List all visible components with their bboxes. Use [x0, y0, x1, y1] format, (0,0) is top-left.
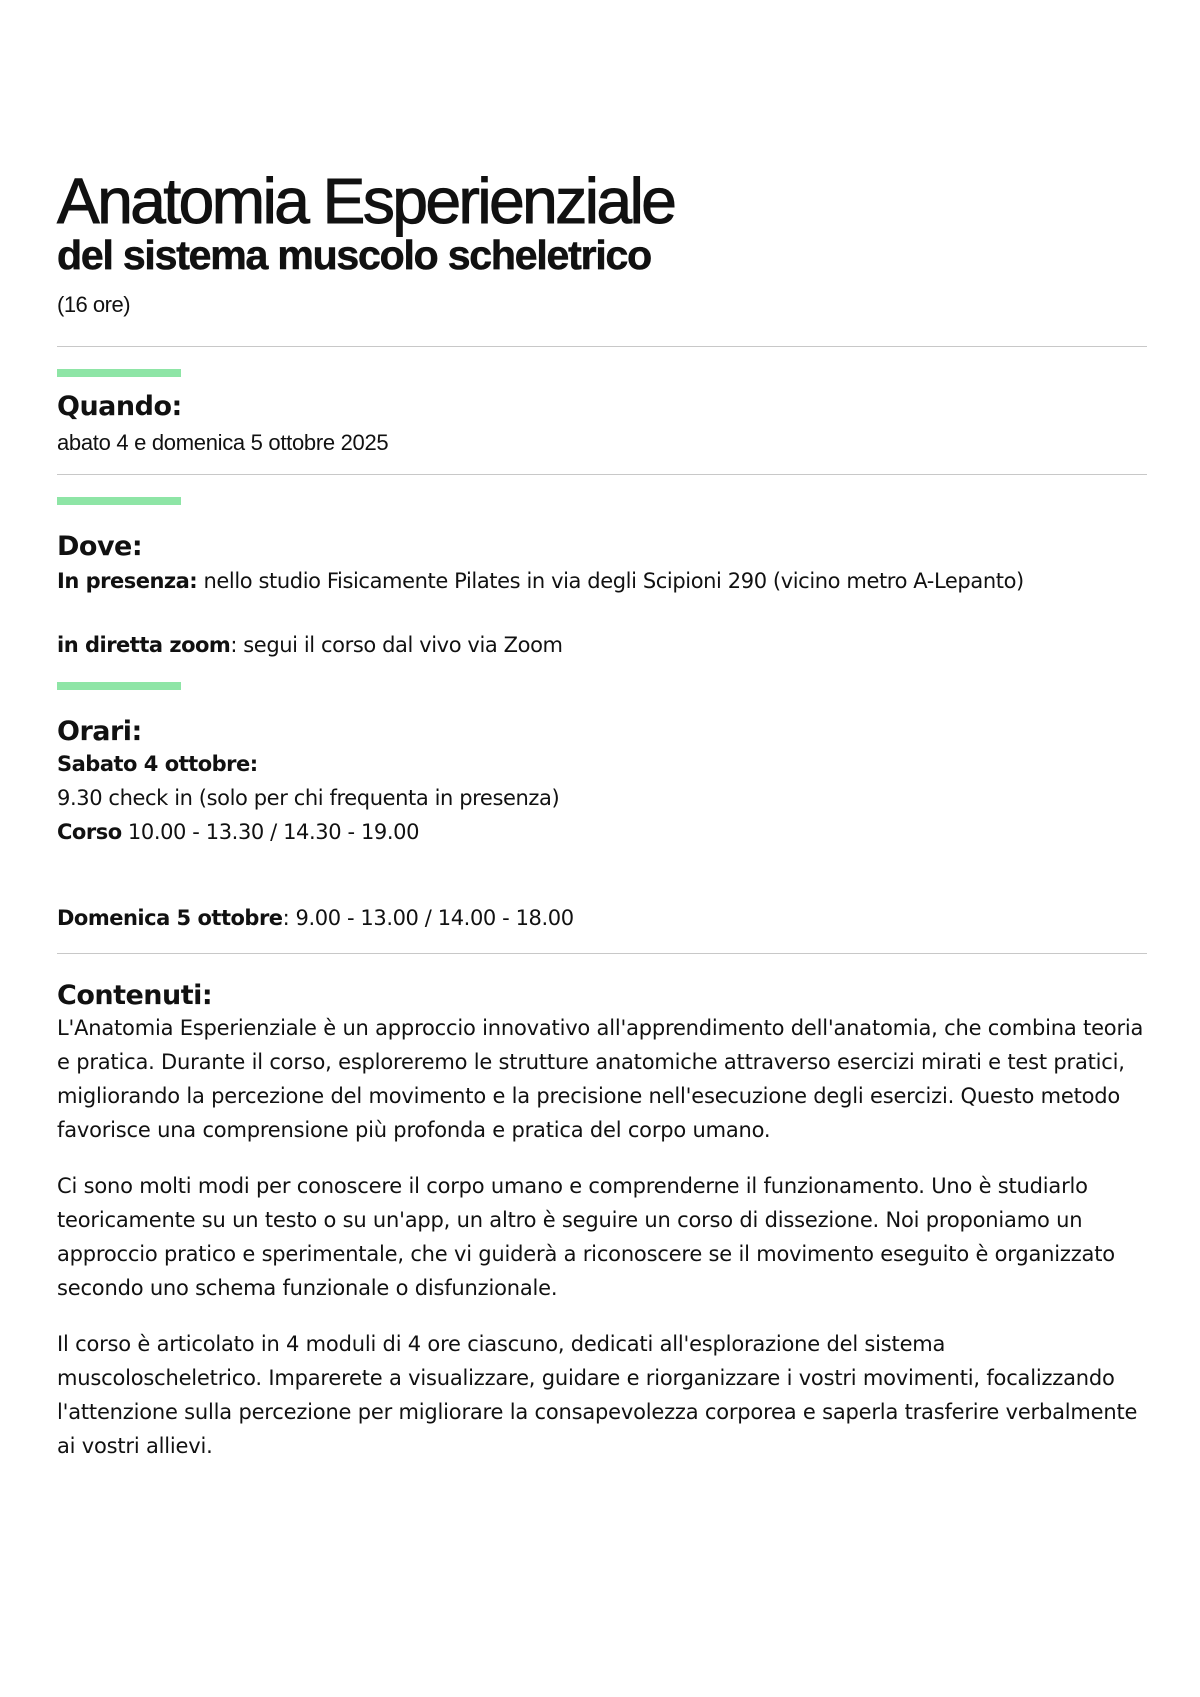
- domenica-times: : 9.00 - 13.00 / 14.00 - 18.00: [282, 906, 574, 930]
- sabato-label: Sabato 4 ottobre:: [57, 752, 258, 776]
- divider: [57, 953, 1147, 954]
- course-hours: (16 ore): [57, 292, 131, 317]
- zoom-label: in diretta zoom: [57, 633, 231, 657]
- contenuti-paragraph: Ci sono molti modi per conoscere il corpo umano e comprenderne il funzionamento. Uno è studiarlo teoricamente su un testo o su un'app, un altro è seguire un corso di dissezione. Noi proponiamo un approccio pratico e sperimentale, che vi guiderà a riconoscere se il movimento eseguito è organizzato secondo uno schema funzionale o disfunzionale.: [57, 1174, 1115, 1300]
- contenuti-heading: Contenuti:: [57, 980, 213, 1011]
- page-subtitle: del sistema muscolo scheletrico: [57, 232, 651, 278]
- divider: [57, 346, 1147, 347]
- zoom-text: : segui il corso dal vivo via Zoom: [230, 633, 563, 657]
- corso-times: 10.00 - 13.30 / 14.30 - 19.00: [121, 820, 420, 844]
- orari-heading: Orari:: [57, 716, 142, 747]
- corso-label: Corso: [57, 820, 122, 844]
- quando-text: abato 4 e domenica 5 ottobre 2025: [57, 430, 389, 455]
- contenuti-paragraph: Il corso è articolato in 4 moduli di 4 ore ciascuno, dedicati all'esplorazione del sistema muscoloscheletrico. Imparerete a visualizzare, guidare e riorganizzare i vostri movimenti, focalizzando l'attenzione sulla percezione per migliorare la consapevolezza corporea e saperla trasferire verbalmente ai vostri allievi.: [57, 1332, 1138, 1458]
- contenuti-paragraph: L'Anatomia Esperienziale è un approccio innovativo all'apprendimento dell'anatomia, che combina teoria e pratica. Durante il corso, esploreremo le strutture anatomiche attraverso esercizi mirati e test pratici, migliorando la percezione del movimento e la precisione nell'esecuzione degli esercizi. Questo metodo favorisce una comprensione più profonda e pratica del corpo umano.: [57, 1016, 1144, 1142]
- divider: [57, 474, 1147, 475]
- dove-zoom-line: [57, 628, 1147, 662]
- quando-heading: Quando:: [57, 391, 182, 422]
- document-page: [57, 165, 1147, 1463]
- page-title: Anatomia Esperienziale: [57, 165, 675, 237]
- accent-bar: [57, 497, 181, 505]
- checkin-line: 9.30 check in (solo per chi frequenta in presenza): [57, 786, 560, 810]
- corso-line: [57, 815, 1147, 849]
- dove-heading: Dove:: [57, 531, 143, 562]
- presenza-text: nello studio Fisicamente Pilates in via degli Scipioni 290 (vicino metro A-Lepanto): [197, 569, 1024, 593]
- domenica-label: Domenica 5 ottobre: [57, 906, 283, 930]
- domenica-line: [57, 901, 1147, 935]
- dove-presenza-line: [57, 564, 1147, 598]
- accent-bar: [57, 369, 181, 377]
- presenza-label: In presenza:: [57, 569, 198, 593]
- accent-bar: [57, 682, 181, 690]
